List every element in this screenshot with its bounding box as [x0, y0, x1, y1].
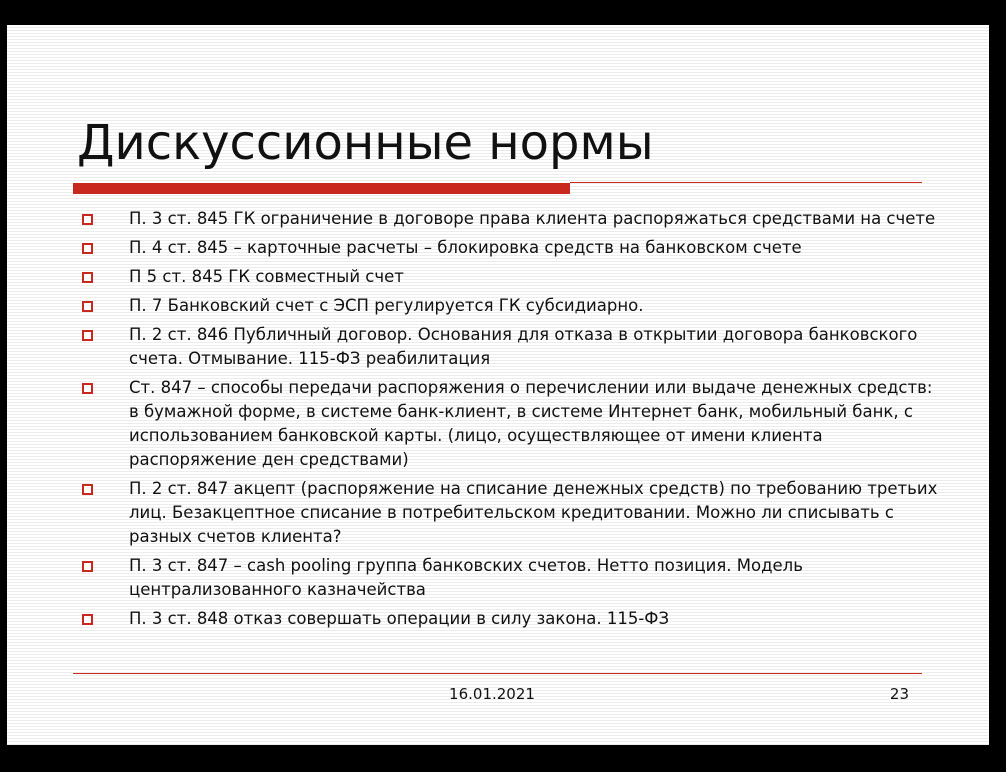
presentation-slide [7, 25, 989, 745]
bullet-text: П 5 ст. 845 ГК совместный счет [129, 267, 404, 286]
title-underline-thin [570, 182, 922, 183]
bullet-item [79, 554, 939, 602]
bullet-text: П. 3 ст. 847 – cash pooling группа банковских счетов. Нетто позиция. Модель централизованного казначейства [129, 556, 803, 599]
title-underline-thick [73, 183, 570, 194]
bullet-text: П. 2 ст. 846 Публичный договор. Основания для отказа в открытии договора банковского счета. Отмывание. 115-ФЗ реабилитация [129, 325, 918, 368]
bullet-text: Ст. 847 – способы передачи распоряжения о перечислении или выдаче денежных средств: в бумажной форме, в системе банк-клиент, в системе Интернет банк, мобильный банк, с использованием банковской карты. (лицо, осуществляющее от имени клиента распоряжение ден средствами) [129, 378, 933, 469]
bullet-item [79, 265, 939, 289]
bullet-item [79, 477, 939, 549]
bullet-text: П. 2 ст. 847 акцепт (распоряжение на списание денежных средств) по требованию третьих лиц. Безакцептное списание в потребительском кредитовании. Можно ли списывать с разных счетов клиента? [129, 479, 938, 546]
bullet-item [79, 607, 939, 631]
bullet-item [79, 376, 939, 472]
bullet-item [79, 236, 939, 260]
hollow-square-bullet-icon [82, 272, 93, 283]
bullet-text: П. 3 ст. 845 ГК ограничение в договоре права клиента распоряжаться средствами на счете [129, 209, 936, 228]
hollow-square-bullet-icon [82, 614, 93, 625]
hollow-square-bullet-icon [82, 561, 93, 572]
hollow-square-bullet-icon [82, 330, 93, 341]
bullet-text: П. 4 ст. 845 – карточные расчеты – блокировка средств на банковском счете [129, 238, 802, 257]
hollow-square-bullet-icon [82, 383, 93, 394]
footer-date: 16.01.2021 [449, 685, 535, 703]
hollow-square-bullet-icon [82, 243, 93, 254]
bullet-text: П. 7 Банковский счет с ЭСП регулируется ГК субсидиарно. [129, 296, 644, 315]
hollow-square-bullet-icon [82, 214, 93, 225]
bullet-item [79, 323, 939, 371]
bullet-item [79, 294, 939, 318]
bullet-list [79, 207, 939, 636]
hollow-square-bullet-icon [82, 484, 93, 495]
slide-number: 23 [889, 685, 909, 703]
footer-divider [73, 673, 922, 674]
hollow-square-bullet-icon [82, 301, 93, 312]
slide-title: Дискуссионные нормы [77, 115, 654, 171]
bullet-item [79, 207, 939, 231]
bullet-text: П. 3 ст. 848 отказ совершать операции в силу закона. 115-ФЗ [129, 609, 670, 628]
